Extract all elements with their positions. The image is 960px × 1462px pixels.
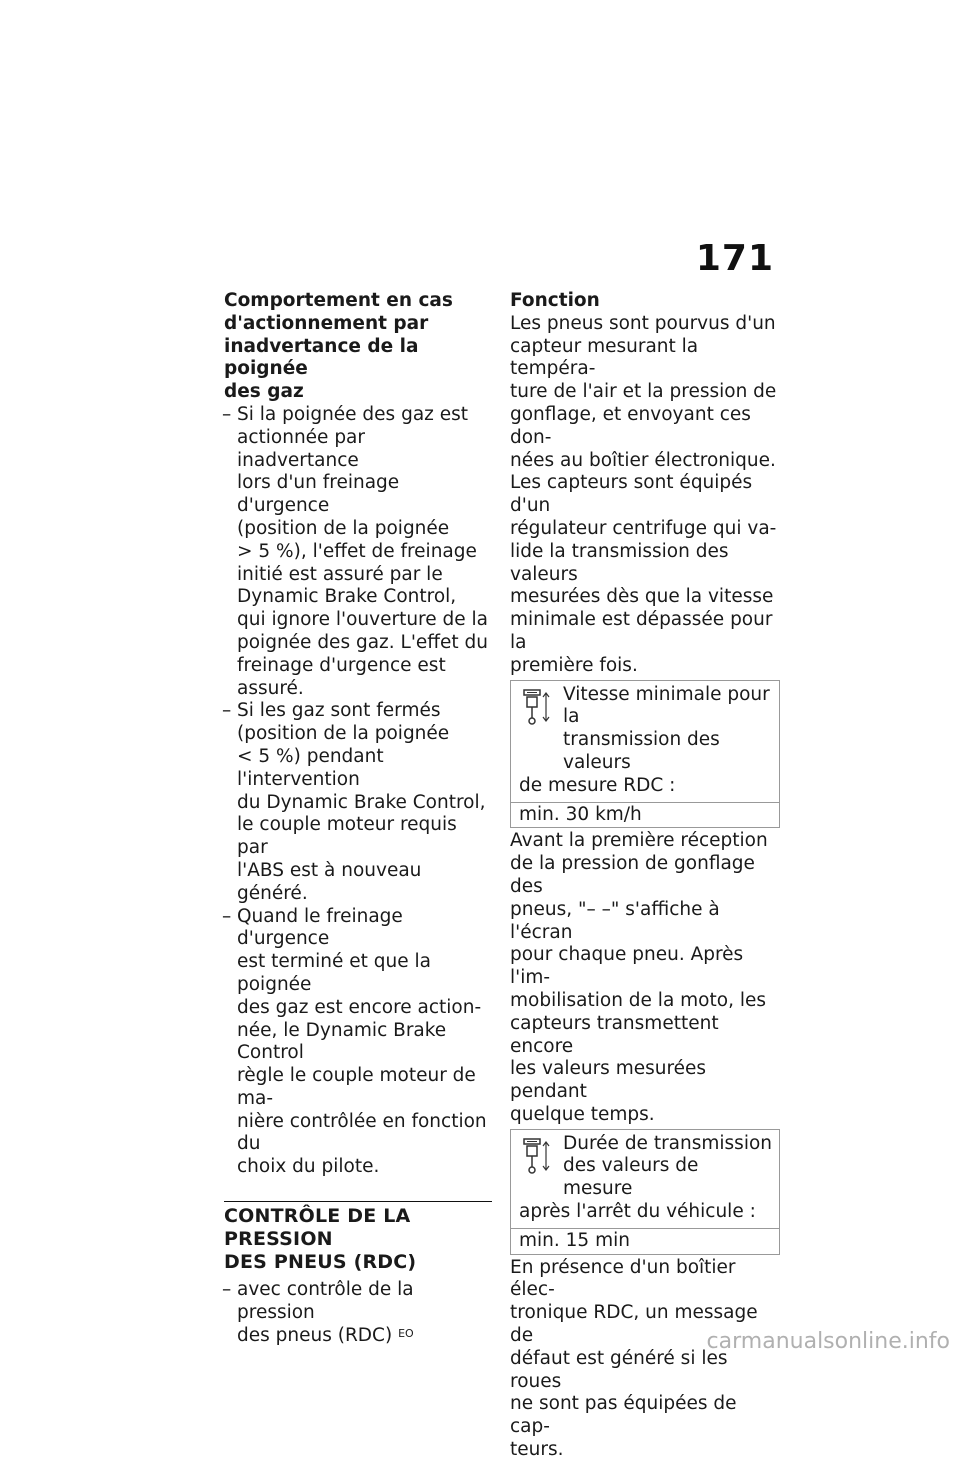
subhead-function: Fonction	[510, 290, 600, 311]
option-text: des pneus (RDC)	[237, 1325, 393, 1347]
text-line: minimale est dépassée pour la	[510, 609, 773, 653]
bullet-line: du Dynamic Brake Control,	[237, 791, 486, 813]
subhead-line: d'actionnement par	[224, 312, 429, 334]
option-note	[224, 1279, 492, 1347]
bullet-line: Quand le freinage d'urgence	[237, 905, 403, 950]
bullet-item	[224, 700, 492, 905]
text-line: quelque temps.	[510, 1103, 655, 1125]
dash-marker: –	[222, 403, 232, 425]
bullet-line: nière contrôlée en fonction du	[237, 1110, 487, 1155]
spec-value: min. 30 km/h	[511, 802, 779, 828]
bullet-line: le couple moteur requis par	[237, 814, 457, 859]
spec-label-line: Vitesse minimale pour la	[563, 683, 770, 728]
paragraph-first-reception	[510, 830, 780, 1126]
text-line: de la pression de gonflage des	[510, 853, 755, 897]
section-divider	[224, 1201, 492, 1202]
dash-marker: –	[222, 905, 232, 927]
paragraph-fault-message	[510, 1257, 780, 1462]
option-code: EO	[398, 1327, 414, 1341]
spec-label-line: de mesure RDC :	[519, 774, 676, 796]
spec-label-line: Durée de transmission	[563, 1132, 773, 1154]
text-line: défaut est généré si les roues	[510, 1347, 728, 1392]
text-line: teurs.	[510, 1439, 564, 1461]
tire-pressure-sensor-icon	[521, 1136, 555, 1176]
dash-marker: –	[222, 700, 232, 722]
text-line: capteur mesurant la tempéra-	[510, 335, 699, 380]
bullet-line: née, le Dynamic Brake Control	[237, 1019, 447, 1064]
dash-marker: –	[222, 1279, 232, 1301]
bullet-line: initié est assuré par le	[237, 563, 443, 585]
text-line: lide la transmission des valeurs	[510, 540, 729, 585]
bullet-line: < 5 %) pendant l'intervention	[237, 745, 384, 790]
spec-value: min. 15 min	[511, 1228, 779, 1254]
bullet-line	[237, 1325, 492, 1348]
bullet-list	[224, 404, 492, 1179]
bullet-line: poignée des gaz. L'effet du	[237, 631, 489, 653]
bullet-line: l'ABS est à nouveau généré.	[237, 859, 422, 904]
bullet-line: (position de la poignée	[237, 517, 450, 539]
bullet-line: freinage d'urgence est assuré.	[237, 654, 446, 699]
bullet-line: choix du pilote.	[237, 1156, 380, 1178]
text-line: régulateur centrifuge qui va-	[510, 517, 777, 539]
text-line: Les pneus sont pourvus d'un	[510, 312, 776, 334]
text-line: ture de l'air et la pression de	[510, 381, 777, 403]
bullet-line: Si les gaz sont fermés	[237, 700, 441, 722]
text-line: Les capteurs sont équipés d'un	[510, 472, 753, 517]
subhead-line: des gaz	[224, 381, 304, 403]
bullet-line: des gaz est encore action-	[237, 996, 482, 1018]
text-line: pneus, "– –" s'affiche à l'écran	[510, 898, 720, 943]
bullet-line: Si la poignée des gaz est	[237, 403, 469, 425]
bullet-item	[224, 404, 492, 700]
text-line: mobilisation de la moto, les	[510, 989, 766, 1011]
subhead-line: inadvertance de la poignée	[224, 335, 419, 380]
bullet-line: qui ignore l'ouverture de la	[237, 609, 489, 631]
section-title-rdc	[224, 1205, 492, 1273]
spec-label-area	[511, 1130, 779, 1228]
bullet-line: est terminé et que la poignée	[237, 951, 431, 995]
bullet-line: > 5 %), l'effet de freinage	[237, 540, 477, 562]
bullet-line: (position de la poignée	[237, 723, 450, 745]
subhead-line: Comportement en cas	[224, 290, 453, 311]
text-line: gonflage, et envoyant ces don-	[510, 403, 751, 448]
section-title-line: DES PNEUS (RDC)	[224, 1250, 417, 1273]
left-column	[224, 290, 492, 1348]
text-line: Avant la première réception	[510, 830, 768, 852]
text-line: capteurs transmettent encore	[510, 1012, 719, 1057]
bullet-line: règle le couple moteur de ma-	[237, 1065, 476, 1109]
text-line: En présence d'un boîtier élec-	[510, 1256, 736, 1301]
text-line: pour chaque pneu. Après l'im-	[510, 944, 744, 989]
spec-box-transmission-duration	[510, 1129, 780, 1255]
spec-box-min-speed	[510, 680, 780, 829]
page-number: 171	[695, 238, 774, 279]
bullet-line: Dynamic Brake Control,	[237, 586, 457, 608]
spec-label-line: transmission des valeurs	[563, 729, 720, 773]
paragraph-function	[510, 313, 780, 678]
spec-label-area	[511, 681, 779, 802]
section-title-line: CONTRÔLE DE LA PRESSION	[224, 1205, 411, 1250]
bullet-line: lors d'un freinage d'urgence	[237, 472, 400, 517]
right-column	[510, 290, 780, 1462]
text-line: première fois.	[510, 654, 638, 676]
subhead-inadvertent-throttle	[224, 290, 492, 404]
text-line: ne sont pas équipées de cap-	[510, 1393, 737, 1438]
bullet-item	[224, 906, 492, 1180]
bullet-line: avec contrôle de la pression	[237, 1279, 414, 1324]
text-line: nées au boîtier électronique.	[510, 449, 776, 471]
text-line: les valeurs mesurées pendant	[510, 1058, 707, 1103]
text-line: tronique RDC, un message de	[510, 1302, 758, 1347]
spec-label-line: après l'arrêt du véhicule :	[519, 1201, 756, 1223]
watermark: carmanualsonline.info	[706, 1329, 950, 1354]
tire-pressure-sensor-icon	[521, 687, 555, 727]
text-line: mesurées dès que la vitesse	[510, 586, 774, 608]
bullet-line: actionnée par inadvertance	[237, 426, 366, 471]
spec-label-line: des valeurs de mesure	[563, 1155, 699, 1200]
bullet-item	[224, 1279, 492, 1347]
